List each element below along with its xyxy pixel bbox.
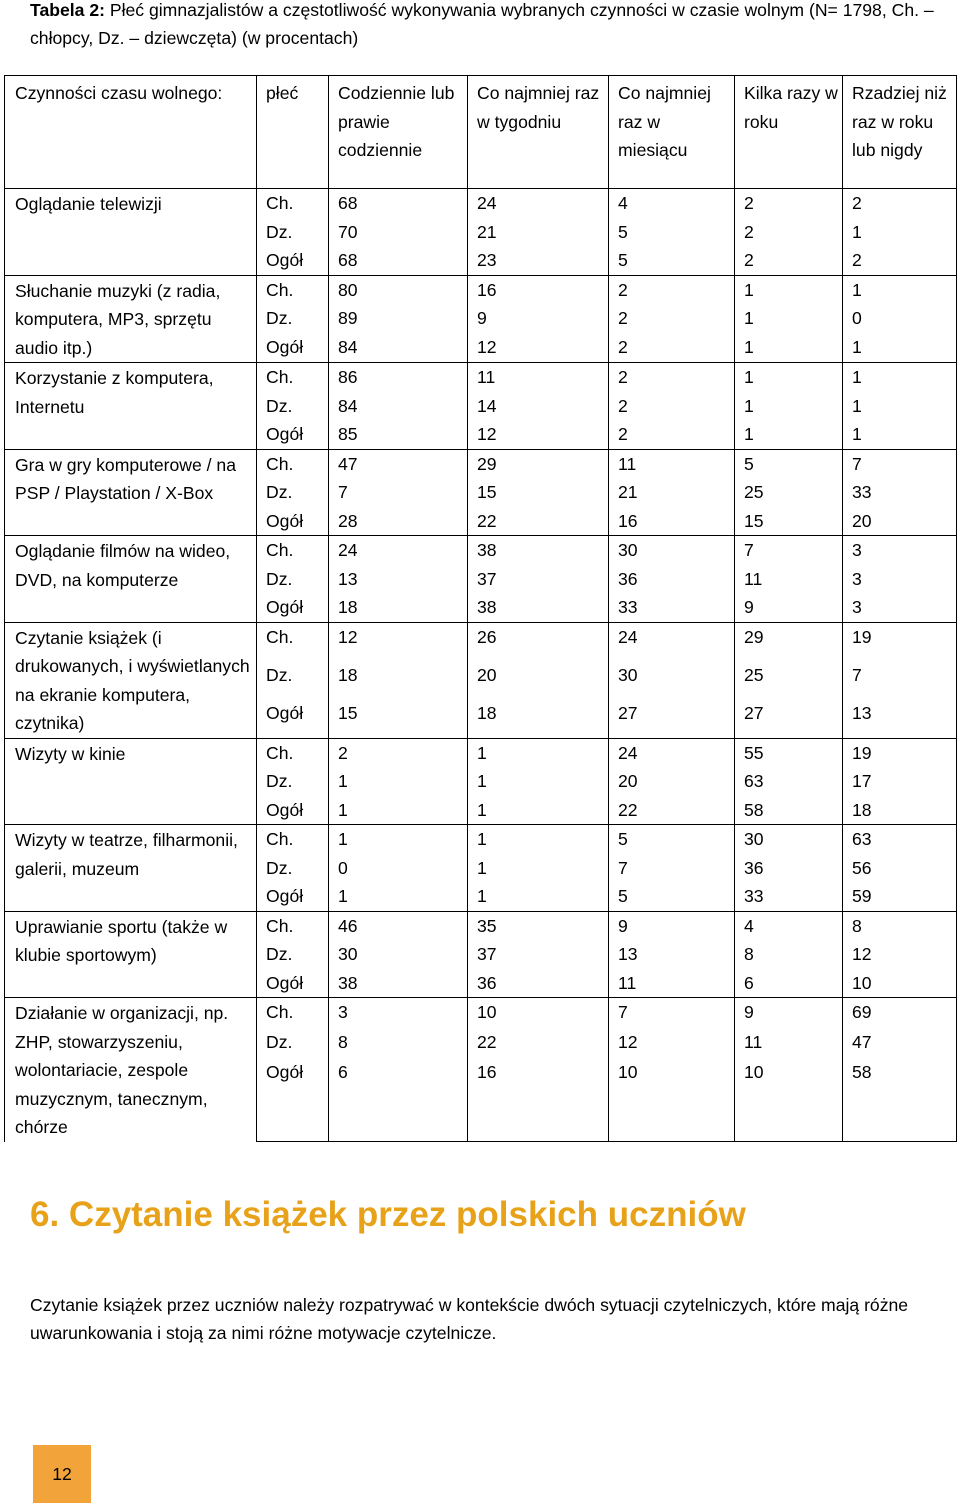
sex-cell: Ch. (257, 911, 329, 940)
activity-name: Uprawianie sportu (także w klubie sportowym) (5, 911, 257, 998)
value-cell: 2 (609, 333, 735, 362)
value-cell: 12 (468, 333, 609, 362)
value-cell: 19 (843, 622, 957, 652)
value-cell: 4 (735, 911, 843, 940)
value-cell: 9 (468, 304, 609, 333)
value-cell: 14 (468, 392, 609, 421)
value-cell: 1 (843, 218, 957, 247)
table-row (5, 911, 957, 940)
sex-cell: Dz. (257, 304, 329, 333)
value-cell: 70 (329, 218, 468, 247)
activity-name: Gra w gry komputerowe / na PSP / Playstation / X-Box (5, 449, 257, 536)
value-cell: 6 (735, 969, 843, 998)
value-cell: 25 (735, 478, 843, 507)
value-cell: 11 (735, 1028, 843, 1058)
value-cell: 2 (609, 392, 735, 421)
value-cell: 12 (329, 622, 468, 652)
value-cell: 33 (843, 478, 957, 507)
sex-cell: Ch. (257, 363, 329, 392)
value-cell: 38 (468, 536, 609, 565)
value-cell: 8 (329, 1028, 468, 1058)
table-row (5, 189, 957, 218)
value-cell: 27 (735, 699, 843, 738)
value-cell: 7 (843, 449, 957, 478)
value-cell: 1 (329, 796, 468, 825)
value-cell: 7 (735, 536, 843, 565)
value-cell: 36 (468, 969, 609, 998)
value-cell: 16 (609, 507, 735, 536)
value-cell: 24 (329, 536, 468, 565)
sex-cell: Ogół (257, 796, 329, 825)
value-cell: 2 (609, 304, 735, 333)
value-cell: 16 (468, 1058, 609, 1142)
value-cell: 28 (329, 507, 468, 536)
value-cell: 1 (735, 392, 843, 421)
value-cell: 15 (468, 478, 609, 507)
table-row (5, 363, 957, 392)
value-cell: 22 (609, 796, 735, 825)
value-cell: 69 (843, 998, 957, 1028)
sex-cell: Ogół (257, 246, 329, 275)
value-cell: 33 (609, 593, 735, 622)
sex-cell: Dz. (257, 940, 329, 969)
value-cell: 58 (843, 1058, 957, 1142)
sex-cell: Dz. (257, 478, 329, 507)
value-cell: 89 (329, 304, 468, 333)
value-cell: 84 (329, 392, 468, 421)
header-sex: płeć (257, 76, 329, 189)
value-cell: 68 (329, 189, 468, 218)
value-cell: 10 (468, 998, 609, 1028)
value-cell: 1 (329, 882, 468, 911)
value-cell: 1 (735, 304, 843, 333)
value-cell: 29 (735, 622, 843, 652)
sex-cell: Ch. (257, 998, 329, 1028)
value-cell: 2 (735, 189, 843, 218)
value-cell: 18 (468, 699, 609, 738)
value-cell: 24 (468, 189, 609, 218)
activity-name: Oglądanie filmów na wideo, DVD, na komputerze (5, 536, 257, 623)
header-daily: Codziennie lub prawie codziennie (329, 76, 468, 189)
activity-name: Wizyty w kinie (5, 738, 257, 825)
value-cell: 7 (329, 478, 468, 507)
value-cell: 1 (735, 333, 843, 362)
table-header-row (5, 76, 957, 189)
sex-cell: Dz. (257, 767, 329, 796)
value-cell: 85 (329, 420, 468, 449)
sex-cell: Dz. (257, 218, 329, 247)
value-cell: 1 (843, 392, 957, 421)
value-cell: 2 (609, 275, 735, 304)
value-cell: 24 (609, 738, 735, 767)
value-cell: 35 (468, 911, 609, 940)
sex-cell: Dz. (257, 565, 329, 594)
value-cell: 1 (468, 767, 609, 796)
value-cell: 4 (609, 189, 735, 218)
sex-cell: Ogół (257, 420, 329, 449)
value-cell: 9 (735, 998, 843, 1028)
activity-frequency-table (4, 75, 957, 1142)
value-cell: 10 (735, 1058, 843, 1142)
value-cell: 47 (329, 449, 468, 478)
value-cell: 63 (843, 825, 957, 854)
section-heading: 6. Czytanie książek przez polskich uczniów (30, 1195, 746, 1234)
value-cell: 1 (735, 420, 843, 449)
value-cell: 20 (843, 507, 957, 536)
value-cell: 86 (329, 363, 468, 392)
value-cell: 7 (609, 854, 735, 883)
sex-cell: Ch. (257, 622, 329, 652)
value-cell: 36 (609, 565, 735, 594)
value-cell: 2 (843, 189, 957, 218)
value-cell: 8 (843, 911, 957, 940)
value-cell: 80 (329, 275, 468, 304)
value-cell: 1 (843, 333, 957, 362)
value-cell: 1 (329, 825, 468, 854)
sex-cell: Ch. (257, 536, 329, 565)
value-cell: 1 (468, 825, 609, 854)
value-cell: 1 (468, 738, 609, 767)
value-cell: 12 (468, 420, 609, 449)
value-cell: 6 (329, 1058, 468, 1142)
value-cell: 3 (843, 565, 957, 594)
value-cell: 7 (843, 652, 957, 700)
activity-name: Działanie w organizacji, np. ZHP, stowarzyszeniu, wolontariacie, zespole muzycznym, tanecznym, chórze (5, 998, 257, 1142)
value-cell: 11 (609, 449, 735, 478)
caption-text: Płeć gimnazjalistów a częstotliwość wykonywania wybranych czynności w czasie wolnym (N= 1798, Ch. – chłopcy, Dz. – dziewczęta) (w procentach) (30, 0, 934, 48)
header-rarely: Rzadziej niż raz w roku lub nigdy (843, 76, 957, 189)
table-row (5, 738, 957, 767)
value-cell: 46 (329, 911, 468, 940)
value-cell: 37 (468, 565, 609, 594)
table-row (5, 536, 957, 565)
value-cell: 22 (468, 507, 609, 536)
value-cell: 11 (468, 363, 609, 392)
value-cell: 29 (468, 449, 609, 478)
value-cell: 30 (735, 825, 843, 854)
value-cell: 2 (843, 246, 957, 275)
value-cell: 0 (329, 854, 468, 883)
value-cell: 1 (843, 420, 957, 449)
value-cell: 22 (468, 1028, 609, 1058)
value-cell: 13 (329, 565, 468, 594)
value-cell: 10 (843, 969, 957, 998)
value-cell: 1 (735, 275, 843, 304)
section-paragraph: Czytanie książek przez uczniów należy rozpatrywać w kontekście dwóch sytuacji czytelniczych, które mają różne uwarunkowania i stoją za nimi różne motywacje czytelnicze. (30, 1295, 909, 1343)
value-cell: 5 (609, 882, 735, 911)
activity-name: Czytanie książek (i drukowanych, i wyświetlanych na ekranie komputera, czytnika) (5, 622, 257, 738)
value-cell: 19 (843, 738, 957, 767)
value-cell: 58 (735, 796, 843, 825)
activity-name: Korzystanie z komputera, Internetu (5, 363, 257, 450)
table-row (5, 449, 957, 478)
value-cell: 8 (735, 940, 843, 969)
table-row (5, 275, 957, 304)
value-cell: 15 (329, 699, 468, 738)
value-cell: 10 (609, 1058, 735, 1142)
value-cell: 11 (735, 565, 843, 594)
value-cell: 5 (735, 449, 843, 478)
value-cell: 2 (735, 218, 843, 247)
activity-name: Oglądanie telewizji (5, 189, 257, 276)
value-cell: 13 (609, 940, 735, 969)
value-cell: 2 (609, 420, 735, 449)
sex-cell: Ogół (257, 333, 329, 362)
value-cell: 5 (609, 218, 735, 247)
header-weekly: Co najmniej raz w tygodniu (468, 76, 609, 189)
page-number-badge: 12 (33, 1445, 91, 1503)
value-cell: 68 (329, 246, 468, 275)
value-cell: 24 (609, 622, 735, 652)
value-cell: 37 (468, 940, 609, 969)
value-cell: 33 (735, 882, 843, 911)
value-cell: 36 (735, 854, 843, 883)
sex-cell: Ogół (257, 1058, 329, 1142)
value-cell: 15 (735, 507, 843, 536)
value-cell: 7 (609, 998, 735, 1028)
sex-cell: Ch. (257, 275, 329, 304)
table-row (5, 622, 957, 652)
value-cell: 1 (843, 363, 957, 392)
activity-name: Wizyty w teatrze, filharmonii, galerii, muzeum (5, 825, 257, 912)
sex-cell: Ogół (257, 699, 329, 738)
value-cell: 9 (735, 593, 843, 622)
value-cell: 5 (609, 825, 735, 854)
sex-cell: Dz. (257, 1028, 329, 1058)
caption-label: Tabela 2: (30, 0, 105, 20)
value-cell: 38 (329, 969, 468, 998)
value-cell: 1 (329, 767, 468, 796)
table-row (5, 825, 957, 854)
value-cell: 20 (468, 652, 609, 700)
sex-cell: Dz. (257, 854, 329, 883)
table-caption (30, 0, 940, 52)
value-cell: 25 (735, 652, 843, 700)
value-cell: 84 (329, 333, 468, 362)
value-cell: 30 (329, 940, 468, 969)
value-cell: 3 (843, 593, 957, 622)
value-cell: 26 (468, 622, 609, 652)
activity-name: Słuchanie muzyki (z radia, komputera, MP3, sprzętu audio itp.) (5, 275, 257, 363)
value-cell: 18 (843, 796, 957, 825)
value-cell: 27 (609, 699, 735, 738)
sex-cell: Ch. (257, 738, 329, 767)
value-cell: 1 (843, 275, 957, 304)
value-cell: 13 (843, 699, 957, 738)
value-cell: 9 (609, 911, 735, 940)
value-cell: 0 (843, 304, 957, 333)
table-row (5, 998, 957, 1028)
value-cell: 63 (735, 767, 843, 796)
value-cell: 3 (329, 998, 468, 1028)
sex-cell: Ch. (257, 449, 329, 478)
header-monthly: Co najmniej raz w miesiącu (609, 76, 735, 189)
value-cell: 59 (843, 882, 957, 911)
sex-cell: Dz. (257, 652, 329, 700)
value-cell: 1 (468, 854, 609, 883)
value-cell: 21 (609, 478, 735, 507)
value-cell: 30 (609, 536, 735, 565)
sex-cell: Dz. (257, 392, 329, 421)
value-cell: 38 (468, 593, 609, 622)
value-cell: 16 (468, 275, 609, 304)
sex-cell: Ogół (257, 882, 329, 911)
value-cell: 56 (843, 854, 957, 883)
value-cell: 2 (735, 246, 843, 275)
value-cell: 12 (609, 1028, 735, 1058)
value-cell: 1 (735, 363, 843, 392)
value-cell: 2 (609, 363, 735, 392)
sex-cell: Ogół (257, 507, 329, 536)
value-cell: 55 (735, 738, 843, 767)
value-cell: 11 (609, 969, 735, 998)
value-cell: 1 (468, 796, 609, 825)
value-cell: 18 (329, 652, 468, 700)
value-cell: 1 (468, 882, 609, 911)
sex-cell: Ch. (257, 825, 329, 854)
value-cell: 20 (609, 767, 735, 796)
sex-cell: Ogół (257, 969, 329, 998)
value-cell: 17 (843, 767, 957, 796)
sex-cell: Ch. (257, 189, 329, 218)
value-cell: 23 (468, 246, 609, 275)
value-cell: 5 (609, 246, 735, 275)
value-cell: 18 (329, 593, 468, 622)
sex-cell: Ogół (257, 593, 329, 622)
value-cell: 21 (468, 218, 609, 247)
value-cell: 30 (609, 652, 735, 700)
value-cell: 2 (329, 738, 468, 767)
header-yearly: Kilka razy w roku (735, 76, 843, 189)
value-cell: 47 (843, 1028, 957, 1058)
value-cell: 12 (843, 940, 957, 969)
value-cell: 3 (843, 536, 957, 565)
header-activity: Czynności czasu wolnego: (5, 76, 257, 189)
